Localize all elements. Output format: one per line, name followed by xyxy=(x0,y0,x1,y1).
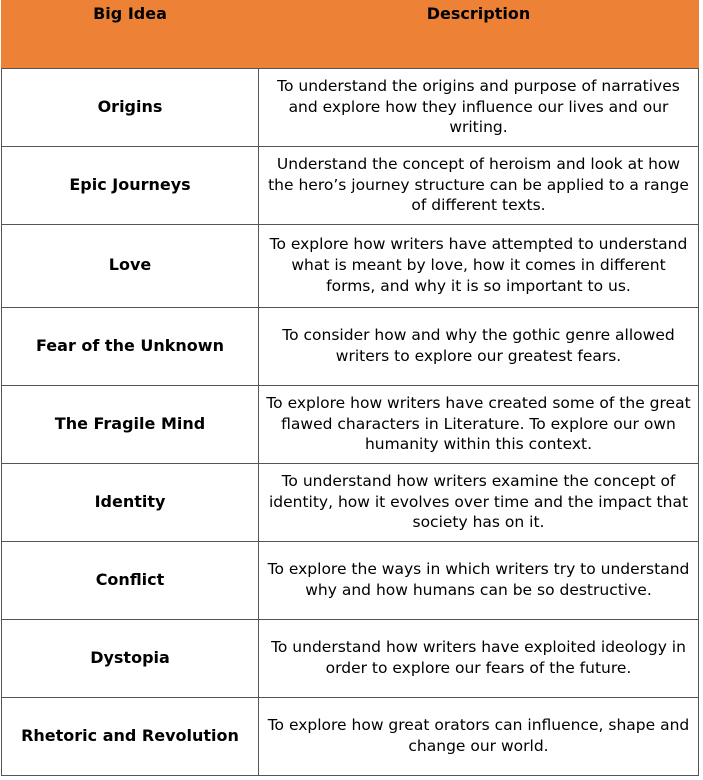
table-row xyxy=(2,146,699,224)
big-idea-cell: Love xyxy=(2,224,259,307)
header-description: Description xyxy=(259,0,699,68)
table-row xyxy=(2,619,699,697)
big-idea-cell: Epic Journeys xyxy=(2,146,259,224)
big-idea-cell: Dystopia xyxy=(2,619,259,697)
big-idea-cell: Rhetoric and Revolution xyxy=(2,697,259,775)
table-row xyxy=(2,697,699,775)
description-cell: To understand the origins and purpose of narratives and explore how they influence our lives and our writing. xyxy=(259,68,699,146)
table-row xyxy=(2,307,699,385)
description-cell: To explore the ways in which writers try to understand why and how humans can be so destructive. xyxy=(259,541,699,619)
description-cell: To understand how writers examine the concept of identity, how it evolves over time and the impact that society has on it. xyxy=(259,463,699,541)
table-row xyxy=(2,385,699,463)
header-row xyxy=(2,0,699,68)
table-body xyxy=(2,68,699,775)
description-cell: To consider how and why the gothic genre allowed writers to explore our greatest fears. xyxy=(259,307,699,385)
big-idea-cell: Conflict xyxy=(2,541,259,619)
big-ideas-table xyxy=(1,0,699,776)
big-idea-cell: Fear of the Unknown xyxy=(2,307,259,385)
table-row xyxy=(2,541,699,619)
table-row xyxy=(2,463,699,541)
big-idea-cell: Identity xyxy=(2,463,259,541)
big-idea-cell: Origins xyxy=(2,68,259,146)
table-row xyxy=(2,68,699,146)
table-header xyxy=(2,0,699,68)
header-big-idea: Big Idea xyxy=(2,0,259,68)
description-cell: Understand the concept of heroism and look at how the hero’s journey structure can be applied to a range of different texts. xyxy=(259,146,699,224)
big-idea-cell: The Fragile Mind xyxy=(2,385,259,463)
description-cell: To explore how great orators can influence, shape and change our world. xyxy=(259,697,699,775)
description-cell: To explore how writers have created some of the great flawed characters in Literature. To explore our own humanity within this context. xyxy=(259,385,699,463)
description-cell: To explore how writers have attempted to understand what is meant by love, how it comes in different forms, and why it is so important to us. xyxy=(259,224,699,307)
table-row xyxy=(2,224,699,307)
description-cell: To understand how writers have exploited ideology in order to explore our fears of the future. xyxy=(259,619,699,697)
